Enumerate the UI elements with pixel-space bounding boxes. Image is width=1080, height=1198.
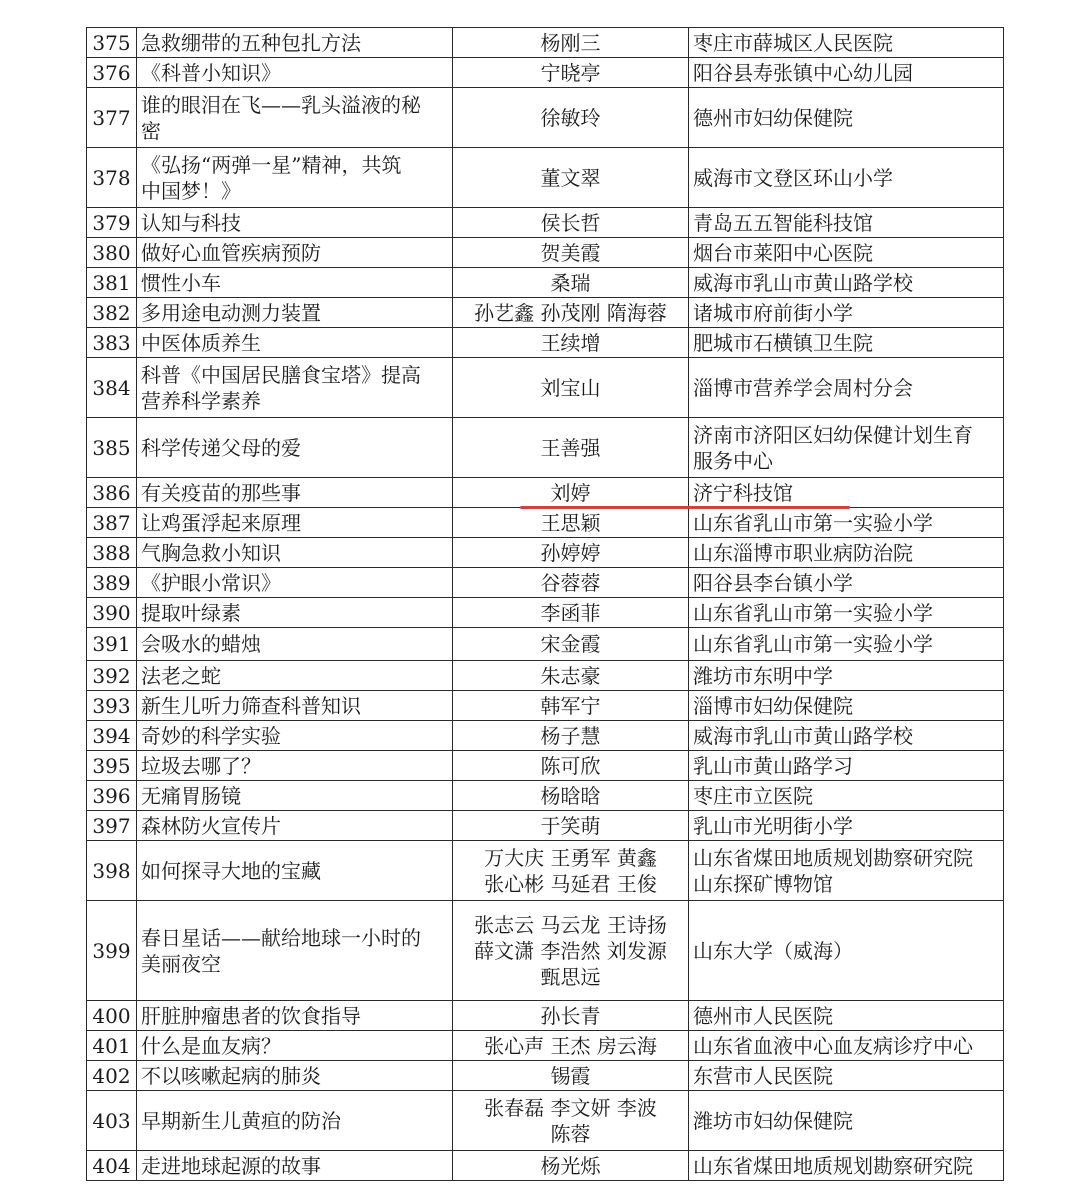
author-names-line: 张心彬 马延君 王俊 <box>484 871 657 896</box>
work-title-line: 会吸水的蜡烛 <box>141 632 261 656</box>
work-title-cell <box>137 1091 453 1151</box>
work-title-cell <box>137 1151 453 1181</box>
work-title-line: 营养科学素养 <box>141 388 261 413</box>
organization-cell <box>689 88 1004 148</box>
author-names-cell <box>453 1091 689 1151</box>
author-names-line: 徐敏玲 <box>540 105 601 130</box>
work-title-line: 不以咳嗽起病的肺炎 <box>141 1063 321 1088</box>
organization-cell <box>689 238 1004 268</box>
work-title-line: 奇妙的科学实验 <box>141 723 281 748</box>
author-names-cell <box>453 691 689 721</box>
author-names-line: 刘宝山 <box>540 375 601 400</box>
author-names-line: 刘婷 <box>550 480 591 505</box>
author-names-line: 朱志豪 <box>540 663 601 688</box>
author-names-line: 宋金霞 <box>540 632 601 656</box>
organization-line: 青岛五五智能科技馆 <box>693 210 873 235</box>
table-row <box>87 781 1004 811</box>
author-names-line: 杨光烁 <box>540 1153 601 1178</box>
work-title-line: 谁的眼泪在飞——乳头溢液的秘 <box>141 92 421 117</box>
author-names-cell <box>453 238 689 268</box>
author-names-cell <box>453 328 689 358</box>
work-title-line: 做好心血管疾病预防 <box>141 240 321 265</box>
work-title-cell <box>137 268 453 298</box>
work-title-line: 无痛胃肠镜 <box>141 783 241 808</box>
author-names-line: 杨子慧 <box>540 723 601 748</box>
table-row <box>87 721 1004 751</box>
work-title-cell <box>137 628 453 661</box>
organization-line: 山东省乳山市第一实验小学 <box>693 632 933 656</box>
organization-line: 德州市人民医院 <box>693 1003 833 1028</box>
work-title-cell <box>137 1001 453 1031</box>
work-title-cell <box>137 901 453 1001</box>
entry-number-cell: 376 <box>87 58 137 88</box>
organization-line: 东营市人民医院 <box>693 1063 833 1088</box>
author-names-cell <box>453 1151 689 1181</box>
organization-line: 潍坊市东明中学 <box>693 663 833 688</box>
organization-line: 阳谷县李台镇小学 <box>693 570 853 595</box>
work-title-line: 《弘扬“两弹一星”精神，共筑 <box>141 152 402 177</box>
organization-line: 淄博市营养学会周村分会 <box>693 375 913 400</box>
entry-number-cell: 380 <box>87 238 137 268</box>
table-row <box>87 358 1004 418</box>
work-title-cell <box>137 661 453 691</box>
entry-number-cell: 392 <box>87 661 137 691</box>
author-names-cell <box>453 901 689 1001</box>
work-title-line: 法老之蛇 <box>141 663 221 688</box>
organization-cell <box>689 568 1004 598</box>
work-title-line: 让鸡蛋浮起来原理 <box>141 510 301 535</box>
work-title-cell <box>137 721 453 751</box>
organization-cell <box>689 1091 1004 1151</box>
work-title-cell <box>137 538 453 568</box>
table-row <box>87 28 1004 58</box>
work-title-line: 中医体质养生 <box>141 330 261 355</box>
table-row <box>87 1031 1004 1061</box>
red-highlight-underline <box>520 506 850 509</box>
organization-cell <box>689 148 1004 208</box>
author-names-line: 杨刚三 <box>540 30 601 55</box>
table-row <box>87 208 1004 238</box>
author-names-cell <box>453 28 689 58</box>
organization-line: 烟台市莱阳中心医院 <box>693 240 873 265</box>
work-title-cell <box>137 1031 453 1061</box>
organization-line: 山东探矿博物馆 <box>693 871 833 896</box>
organization-line: 山东省乳山市第一实验小学 <box>693 600 933 625</box>
author-names-cell <box>453 598 689 628</box>
entry-number-cell: 403 <box>87 1091 137 1151</box>
organization-cell <box>689 538 1004 568</box>
author-names-line: 杨晗晗 <box>540 783 601 808</box>
entry-number-cell: 401 <box>87 1031 137 1061</box>
author-names-cell <box>453 268 689 298</box>
author-names-cell <box>453 1001 689 1031</box>
entry-number-cell: 397 <box>87 811 137 841</box>
work-title-cell <box>137 88 453 148</box>
work-title-cell <box>137 418 453 478</box>
organization-line: 淄博市妇幼保健院 <box>693 693 853 718</box>
work-title-line: 科学传递父母的爱 <box>141 435 301 460</box>
author-names-line: 孙艺鑫 孙茂刚 隋海蓉 <box>474 300 667 325</box>
organization-cell <box>689 28 1004 58</box>
organization-cell <box>689 1001 1004 1031</box>
author-names-cell <box>453 148 689 208</box>
work-title-line: 有关疫苗的那些事 <box>141 480 301 505</box>
work-title-cell <box>137 328 453 358</box>
work-title-line: 多用途电动测力装置 <box>141 300 321 325</box>
organization-line: 山东省煤田地质规划勘察研究院 <box>693 845 973 870</box>
organization-cell <box>689 418 1004 478</box>
work-title-line: 什么是血友病？ <box>141 1033 281 1058</box>
entry-number-cell: 377 <box>87 88 137 148</box>
entry-number-cell: 402 <box>87 1061 137 1091</box>
work-title-cell <box>137 1061 453 1091</box>
work-title-line: 提取叶绿素 <box>141 600 241 625</box>
table-row <box>87 148 1004 208</box>
organization-cell <box>689 298 1004 328</box>
work-title-cell <box>137 58 453 88</box>
table-row <box>87 268 1004 298</box>
organization-line: 服务中心 <box>693 448 773 473</box>
table-row <box>87 88 1004 148</box>
organization-line: 济宁科技馆 <box>693 480 793 505</box>
organization-cell <box>689 328 1004 358</box>
author-names-line: 贺美霞 <box>540 240 601 265</box>
author-names-line: 侯长哲 <box>540 210 601 235</box>
entry-number-cell: 386 <box>87 478 137 508</box>
entry-number-cell: 382 <box>87 298 137 328</box>
work-title-cell <box>137 298 453 328</box>
organization-line: 德州市妇幼保健院 <box>693 105 853 130</box>
organization-line: 肥城市石横镇卫生院 <box>693 330 873 355</box>
author-names-cell <box>453 811 689 841</box>
table-body <box>87 28 1004 1181</box>
table-row <box>87 691 1004 721</box>
organization-line: 山东省乳山市第一实验小学 <box>693 510 933 535</box>
author-names-cell <box>453 418 689 478</box>
table-row <box>87 538 1004 568</box>
entry-number-cell: 396 <box>87 781 137 811</box>
entry-number-cell: 384 <box>87 358 137 418</box>
author-names-cell <box>453 751 689 781</box>
author-names-line: 孙婷婷 <box>540 540 601 565</box>
award-list-table <box>86 27 1004 1181</box>
work-title-cell <box>137 598 453 628</box>
entry-number-cell: 385 <box>87 418 137 478</box>
table-row <box>87 508 1004 538</box>
work-title-cell <box>137 208 453 238</box>
author-names-line: 张心声 王杰 房云海 <box>484 1033 657 1058</box>
entry-number-cell: 394 <box>87 721 137 751</box>
work-title-line: 认知与科技 <box>141 210 241 235</box>
organization-cell <box>689 598 1004 628</box>
organization-cell <box>689 58 1004 88</box>
work-title-cell <box>137 781 453 811</box>
table-row <box>87 661 1004 691</box>
entry-number-cell: 391 <box>87 628 137 661</box>
entry-number-cell: 388 <box>87 538 137 568</box>
work-title-line: 中国梦！》 <box>141 178 241 203</box>
table-row <box>87 598 1004 628</box>
organization-cell <box>689 661 1004 691</box>
entry-number-cell: 378 <box>87 148 137 208</box>
organization-cell <box>689 901 1004 1001</box>
work-title-line: 急救绷带的五种包扎方法 <box>141 30 361 55</box>
author-names-cell <box>453 1061 689 1091</box>
work-title-line: 惯性小车 <box>141 270 221 295</box>
entry-number-cell: 395 <box>87 751 137 781</box>
author-names-cell <box>453 298 689 328</box>
author-names-line: 李函菲 <box>540 600 601 625</box>
author-names-cell <box>453 661 689 691</box>
work-title-cell <box>137 751 453 781</box>
author-names-cell <box>453 358 689 418</box>
entry-number-cell: 383 <box>87 328 137 358</box>
entry-number-cell: 390 <box>87 598 137 628</box>
organization-cell <box>689 508 1004 538</box>
work-title-line: 科普《中国居民膳食宝塔》提高 <box>141 362 421 387</box>
table-row <box>87 238 1004 268</box>
author-names-cell <box>453 721 689 751</box>
work-title-line: 《护眼小常识》 <box>141 570 281 595</box>
work-title-line: 密 <box>141 118 161 143</box>
author-names-cell <box>453 58 689 88</box>
table-row <box>87 478 1004 508</box>
organization-line: 威海市文登区环山小学 <box>693 165 893 190</box>
work-title-cell <box>137 841 453 901</box>
table-row <box>87 901 1004 1001</box>
work-title-cell <box>137 358 453 418</box>
work-title-line: 《科普小知识》 <box>141 60 281 85</box>
table-row <box>87 841 1004 901</box>
organization-line: 乳山市黄山路学习 <box>693 753 853 778</box>
organization-line: 潍坊市妇幼保健院 <box>693 1108 853 1133</box>
organization-cell <box>689 691 1004 721</box>
author-names-line: 万大庆 王勇军 黄鑫 <box>484 845 657 870</box>
organization-line: 山东省煤田地质规划勘察研究院 <box>693 1153 973 1178</box>
organization-cell <box>689 751 1004 781</box>
table-row <box>87 751 1004 781</box>
work-title-line: 走进地球起源的故事 <box>141 1153 321 1178</box>
author-names-line: 甄思远 <box>540 964 601 989</box>
table-row <box>87 628 1004 661</box>
organization-line: 诸城市府前街小学 <box>693 300 853 325</box>
author-names-line: 王善强 <box>540 435 601 460</box>
author-names-line: 于笑萌 <box>540 813 601 838</box>
organization-line: 山东省血液中心血友病诊疗中心 <box>693 1033 973 1058</box>
table-row <box>87 298 1004 328</box>
work-title-cell <box>137 568 453 598</box>
organization-line: 枣庄市立医院 <box>693 783 813 808</box>
work-title-cell <box>137 478 453 508</box>
entry-number-cell: 387 <box>87 508 137 538</box>
author-names-cell <box>453 1031 689 1061</box>
work-title-line: 早期新生儿黄疸的防治 <box>141 1108 341 1133</box>
organization-line: 山东淄博市职业病防治院 <box>693 540 913 565</box>
work-title-line: 森林防火宣传片 <box>141 813 281 838</box>
organization-line: 阳谷县寿张镇中心幼儿园 <box>693 60 913 85</box>
work-title-line: 肝脏肿瘤患者的饮食指导 <box>141 1003 361 1028</box>
organization-line: 威海市乳山市黄山路学校 <box>693 270 913 295</box>
author-names-line: 薛文潇 李浩然 刘发源 <box>474 938 667 963</box>
entry-number-cell: 399 <box>87 901 137 1001</box>
author-names-line: 张春磊 李文妍 李波 <box>484 1095 657 1120</box>
author-names-line: 宁晓亭 <box>540 60 601 85</box>
organization-cell <box>689 721 1004 751</box>
work-title-cell <box>137 691 453 721</box>
organization-line: 乳山市光明街小学 <box>693 813 853 838</box>
organization-cell <box>689 628 1004 661</box>
table-row <box>87 58 1004 88</box>
organization-cell <box>689 781 1004 811</box>
author-names-cell <box>453 478 689 508</box>
author-names-cell <box>453 208 689 238</box>
author-names-cell <box>453 508 689 538</box>
author-names-line: 谷蓉蓉 <box>540 570 601 595</box>
author-names-line: 张志云 马云龙 王诗扬 <box>474 912 667 937</box>
organization-line: 山东大学（威海） <box>693 938 853 963</box>
table-row <box>87 418 1004 478</box>
organization-cell <box>689 811 1004 841</box>
organization-line: 济南市济阳区妇幼保健计划生育 <box>693 422 973 447</box>
table-row <box>87 568 1004 598</box>
author-names-cell <box>453 628 689 661</box>
work-title-line: 美丽夜空 <box>141 951 221 976</box>
entry-number-cell: 389 <box>87 568 137 598</box>
author-names-line: 桑瑞 <box>550 270 591 295</box>
organization-line: 枣庄市薛城区人民医院 <box>693 30 893 55</box>
organization-cell <box>689 1061 1004 1091</box>
entry-number-cell: 375 <box>87 28 137 58</box>
author-names-cell <box>453 538 689 568</box>
table-row <box>87 328 1004 358</box>
organization-line: 威海市乳山市黄山路学校 <box>693 723 913 748</box>
work-title-line: 垃圾去哪了？ <box>141 753 261 778</box>
organization-cell <box>689 841 1004 901</box>
entry-number-cell: 400 <box>87 1001 137 1031</box>
work-title-cell <box>137 508 453 538</box>
table-row <box>87 1061 1004 1091</box>
entry-number-cell: 398 <box>87 841 137 901</box>
author-names-line: 王续增 <box>540 330 601 355</box>
table-row <box>87 1001 1004 1031</box>
work-title-line: 新生儿听力筛查科普知识 <box>141 693 361 718</box>
author-names-line: 锡霞 <box>550 1063 591 1088</box>
author-names-cell <box>453 781 689 811</box>
work-title-cell <box>137 238 453 268</box>
entry-number-cell: 379 <box>87 208 137 238</box>
organization-cell <box>689 1031 1004 1061</box>
organization-cell <box>689 478 1004 508</box>
author-names-line: 陈蓉 <box>550 1121 591 1146</box>
entry-number-cell: 404 <box>87 1151 137 1181</box>
work-title-line: 如何探寻大地的宝藏 <box>141 858 321 883</box>
author-names-cell <box>453 568 689 598</box>
table-row <box>87 1151 1004 1181</box>
work-title-cell <box>137 28 453 58</box>
organization-cell <box>689 208 1004 238</box>
author-names-line: 董文翠 <box>540 165 601 190</box>
author-names-line: 陈可欣 <box>540 753 601 778</box>
work-title-line: 气胸急救小知识 <box>141 540 281 565</box>
organization-cell <box>689 358 1004 418</box>
organization-cell <box>689 268 1004 298</box>
table-row <box>87 1091 1004 1151</box>
author-names-cell <box>453 841 689 901</box>
work-title-cell <box>137 811 453 841</box>
author-names-cell <box>453 88 689 148</box>
work-title-cell <box>137 148 453 208</box>
entry-number-cell: 393 <box>87 691 137 721</box>
entry-number-cell: 381 <box>87 268 137 298</box>
organization-cell <box>689 1151 1004 1181</box>
author-names-line: 王思颖 <box>540 510 601 535</box>
work-title-line: 春日星话——献给地球一小时的 <box>141 925 421 950</box>
table-row <box>87 811 1004 841</box>
author-names-line: 韩军宁 <box>540 693 601 718</box>
author-names-line: 孙长青 <box>540 1003 601 1028</box>
